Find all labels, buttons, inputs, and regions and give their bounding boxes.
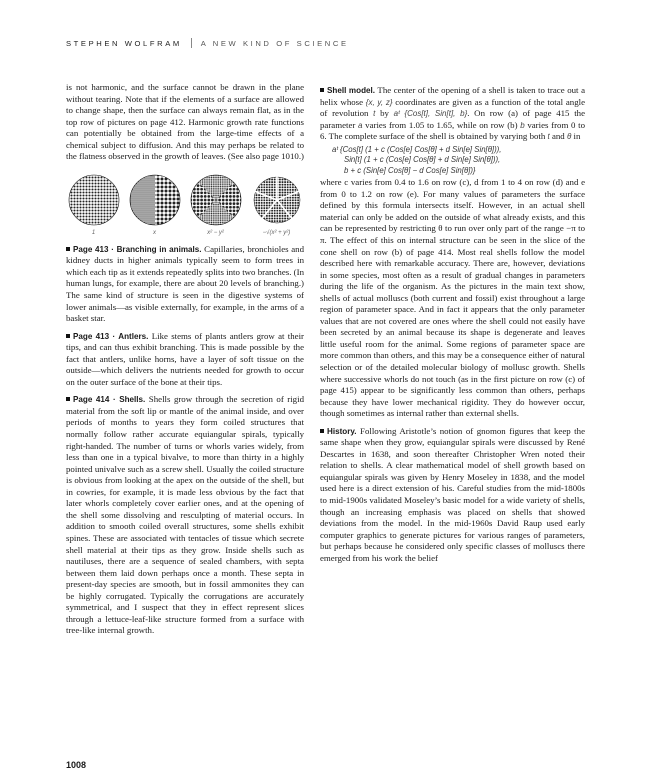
figure-caption: 1	[91, 229, 96, 236]
formula-line: b + c (Sin[e] Cos[θ] − d Cos[e] Sin[θ])}	[344, 165, 476, 175]
text-run: varies from 0 to 6. The complete surface of the shell is obtained by varying both	[320, 119, 585, 142]
right-column	[320, 85, 585, 570]
page-number: 1008	[66, 760, 87, 770]
note-body: Following Aristotle’s notion of gnomon figures that keep the same shape when they grow, equiangular spirals were discussed by René Descartes in 1638, and soon thereafter Christopher Wren noted their relation to shells. A clear mathematical model of shell growth based on equiangular spirals was given by Henry Moseley in 1838, and the model used here is a direct extension of his. Careful studies from the mid-1800s to mid-1900s validated Moseley’s basic model for a wide variety of shells, though an increasing emphasis was placed on shells that showed deviations from the model. In the mid-1960s David Raup used early computer graphics to generate pictures for various ranges of parameters, but perhaps because he considered only specific classes of molluscs there emerged from his work the belief	[320, 425, 585, 563]
math-a: a	[358, 120, 363, 130]
header-book-title: A NEW KIND OF SCIENCE	[200, 39, 349, 48]
bullet-square-icon	[66, 334, 70, 338]
note-antlers	[66, 331, 304, 389]
left-column	[66, 82, 304, 643]
note-heading: Shell model.	[327, 86, 376, 95]
note-body: Capillaries, bronchioles and kidney ducts in higher animals typically seem to form trees in which each tip as it extends repeatedly splits into two branches. (In human lungs, for example, there are about 20 levels of branching.) The same kind of structure is seen in the digestive systems of lower animals—as visible externally, for example, in the arms of a basket star.	[66, 243, 304, 324]
bullet-square-icon	[320, 88, 324, 92]
figure-harmonic-x	[127, 173, 182, 240]
note-heading: Page 413 · Branching in animals.	[73, 244, 202, 254]
figure-caption: x² − y²	[207, 229, 224, 236]
math-theta: θ	[566, 132, 572, 142]
math-t: t	[547, 132, 550, 142]
figure-disk-graded	[128, 173, 182, 227]
note-body: Shells grow through the secretion of rigid material from the soft lip or mantle of the animal inside, and over periods of months to years they form coiled structures that normally follow rather accurate equiangular spirals, typically right-handed. The number of turns or whorls varies widely, from less than one in a typical bivalve, to more than thirty in a highly pointed univalve such as a screw shell. Usually the coiled structure is obvious from looking at the apex on the outside of the shell, but in cowries, for example, it is made less obvious by the fact that later whorls completely cover earlier ones, and at the opening of the shell some dissolving and resculpting of material occurs. In addition to smooth coiled overall structures, some shells exhibit spines. These are associated with tentacles of tissue which secrete shell material at their tips as they grow. Inside shells such as nautiluses, there are a sequence of sealed chambers, with septa between them laid down perhaps once a month. These septa in present-day species are smooth, but in fossil ammonites they can be highly corrugated. Typically the corrugations are accurately symmetrical, and I suspect that they in effect represent slices through a lettuce-leaf-like structure formed from a surface with tree-like internal growth.	[66, 394, 304, 636]
bullet-square-icon	[66, 397, 70, 401]
figure-disk-uniform	[67, 173, 121, 227]
shell-formula	[332, 145, 585, 177]
figure-caption: −√(x² + y²)	[262, 229, 291, 236]
note-body: Like stems of plants antlers grow at their tips, and can thus exhibit branching. This is made possible by the fact that antlers, unlike horns, have a layer of soft tissue on the outside—which delivers the nutrients needed for growth to occur on the outer surface of the bone at their tips.	[66, 330, 305, 387]
note-history	[320, 426, 585, 565]
formula-line: Sin[t] (1 + c (Cos[e] Cos[θ] + d Sin[e] Sin[θ])),	[344, 155, 501, 165]
figure-disk-saddle	[189, 173, 243, 227]
note-heading: Page 414 · Shells.	[73, 395, 146, 405]
math-b: b	[520, 120, 525, 130]
math-helix: aᵗ {Cos[t], Sin[t], b}	[393, 109, 468, 119]
intro-paragraph: is not harmonic, and the surface cannot be drawn in the plane without tearing. Note that if the elements of a surface are allowed to change shape, then the surface can always remain flat, as in the top row of pictures on page 412. Harmonic growth rate functions can potentially be obtained from the large-time effects of a chemical subject to diffusion. And this may perhaps be related to the flatness observed in the growth of leaves. (See also page 1010.)	[66, 82, 304, 162]
note-heading: Page 413 · Antlers.	[73, 331, 149, 341]
note-heading: History.	[327, 426, 357, 436]
shell-model-paragraph-2: where c varies from 0.4 to 1.6 on row (c), d from 1 to 4 on row (d) and e from 0 to 1.2 on row (e). For many values of parameters the surface defined by this formula intersects itself. However, in an actual shell material can only be added on the outside of what already exists, and this can be represented by restricting θ to run over only part of the range −π to π. The effect of this on internal structure can be seen in the slice of the cone shell on row (b) of page 414. Most real shells follow the model described here with remarkable accuracy. There are, however, deviations in some species, most often as a result of gradual changes in parameters during the life of the organism. As the pictures in the main text show, shells of actual molluscs (both current and fossil) exist throughout a large region of parameter space. And in fact it appears that the only parameter values that are not covered are ones where the shell could not easily have been secreted by an animal because its shape is degenerate and leaves little useful room for the animal. Some regions of parameter space are more common than others, and this may be a consequence either of natural selection or of the detailed molecular biology of mollusc growth. Shells where successive whorls do not touch (as in the first picture on row (c) of page 415) appear to be significantly less common than others, perhaps because they have lower mechanical rigidity. They do however occur, though sometimes as internal rather than external shells.	[320, 177, 585, 419]
text-run: . On row (a) of page 415 the parameter	[320, 108, 586, 130]
figure-row	[66, 173, 304, 236]
text-run: and	[549, 131, 567, 142]
note-shell-model	[320, 85, 585, 143]
figure-harmonic-1	[66, 173, 121, 240]
running-header	[66, 38, 349, 48]
header-author: STEPHEN WOLFRAM	[66, 39, 182, 48]
formula-line: aᵗ {Cos[t] (1 + c (Cos[e] Cos[θ] + d Sin[e] Sin[θ])),	[332, 144, 502, 154]
math-coords: {x, y, z}	[365, 97, 393, 107]
math-t: t	[373, 109, 376, 119]
bullet-square-icon	[320, 429, 324, 433]
text-run: in	[571, 131, 581, 142]
figure-harmonic-negsqrt	[249, 173, 304, 240]
text-run: The center of the opening of a shell is taken to trace out a helix whose	[320, 85, 585, 107]
figure-caption: x	[153, 229, 156, 236]
text-run: by	[375, 108, 394, 119]
figure-disk-torn	[250, 173, 304, 227]
header-divider	[191, 38, 192, 48]
text-run: varies from 1.05 to 1.65, while on row (b)	[362, 119, 521, 130]
text-run: coordinates are given as a function of the total angle of revolution	[320, 96, 586, 119]
note-branching	[66, 244, 304, 325]
bullet-square-icon	[66, 247, 70, 251]
note-shells	[66, 394, 304, 636]
figure-harmonic-x2-y2	[188, 173, 243, 240]
